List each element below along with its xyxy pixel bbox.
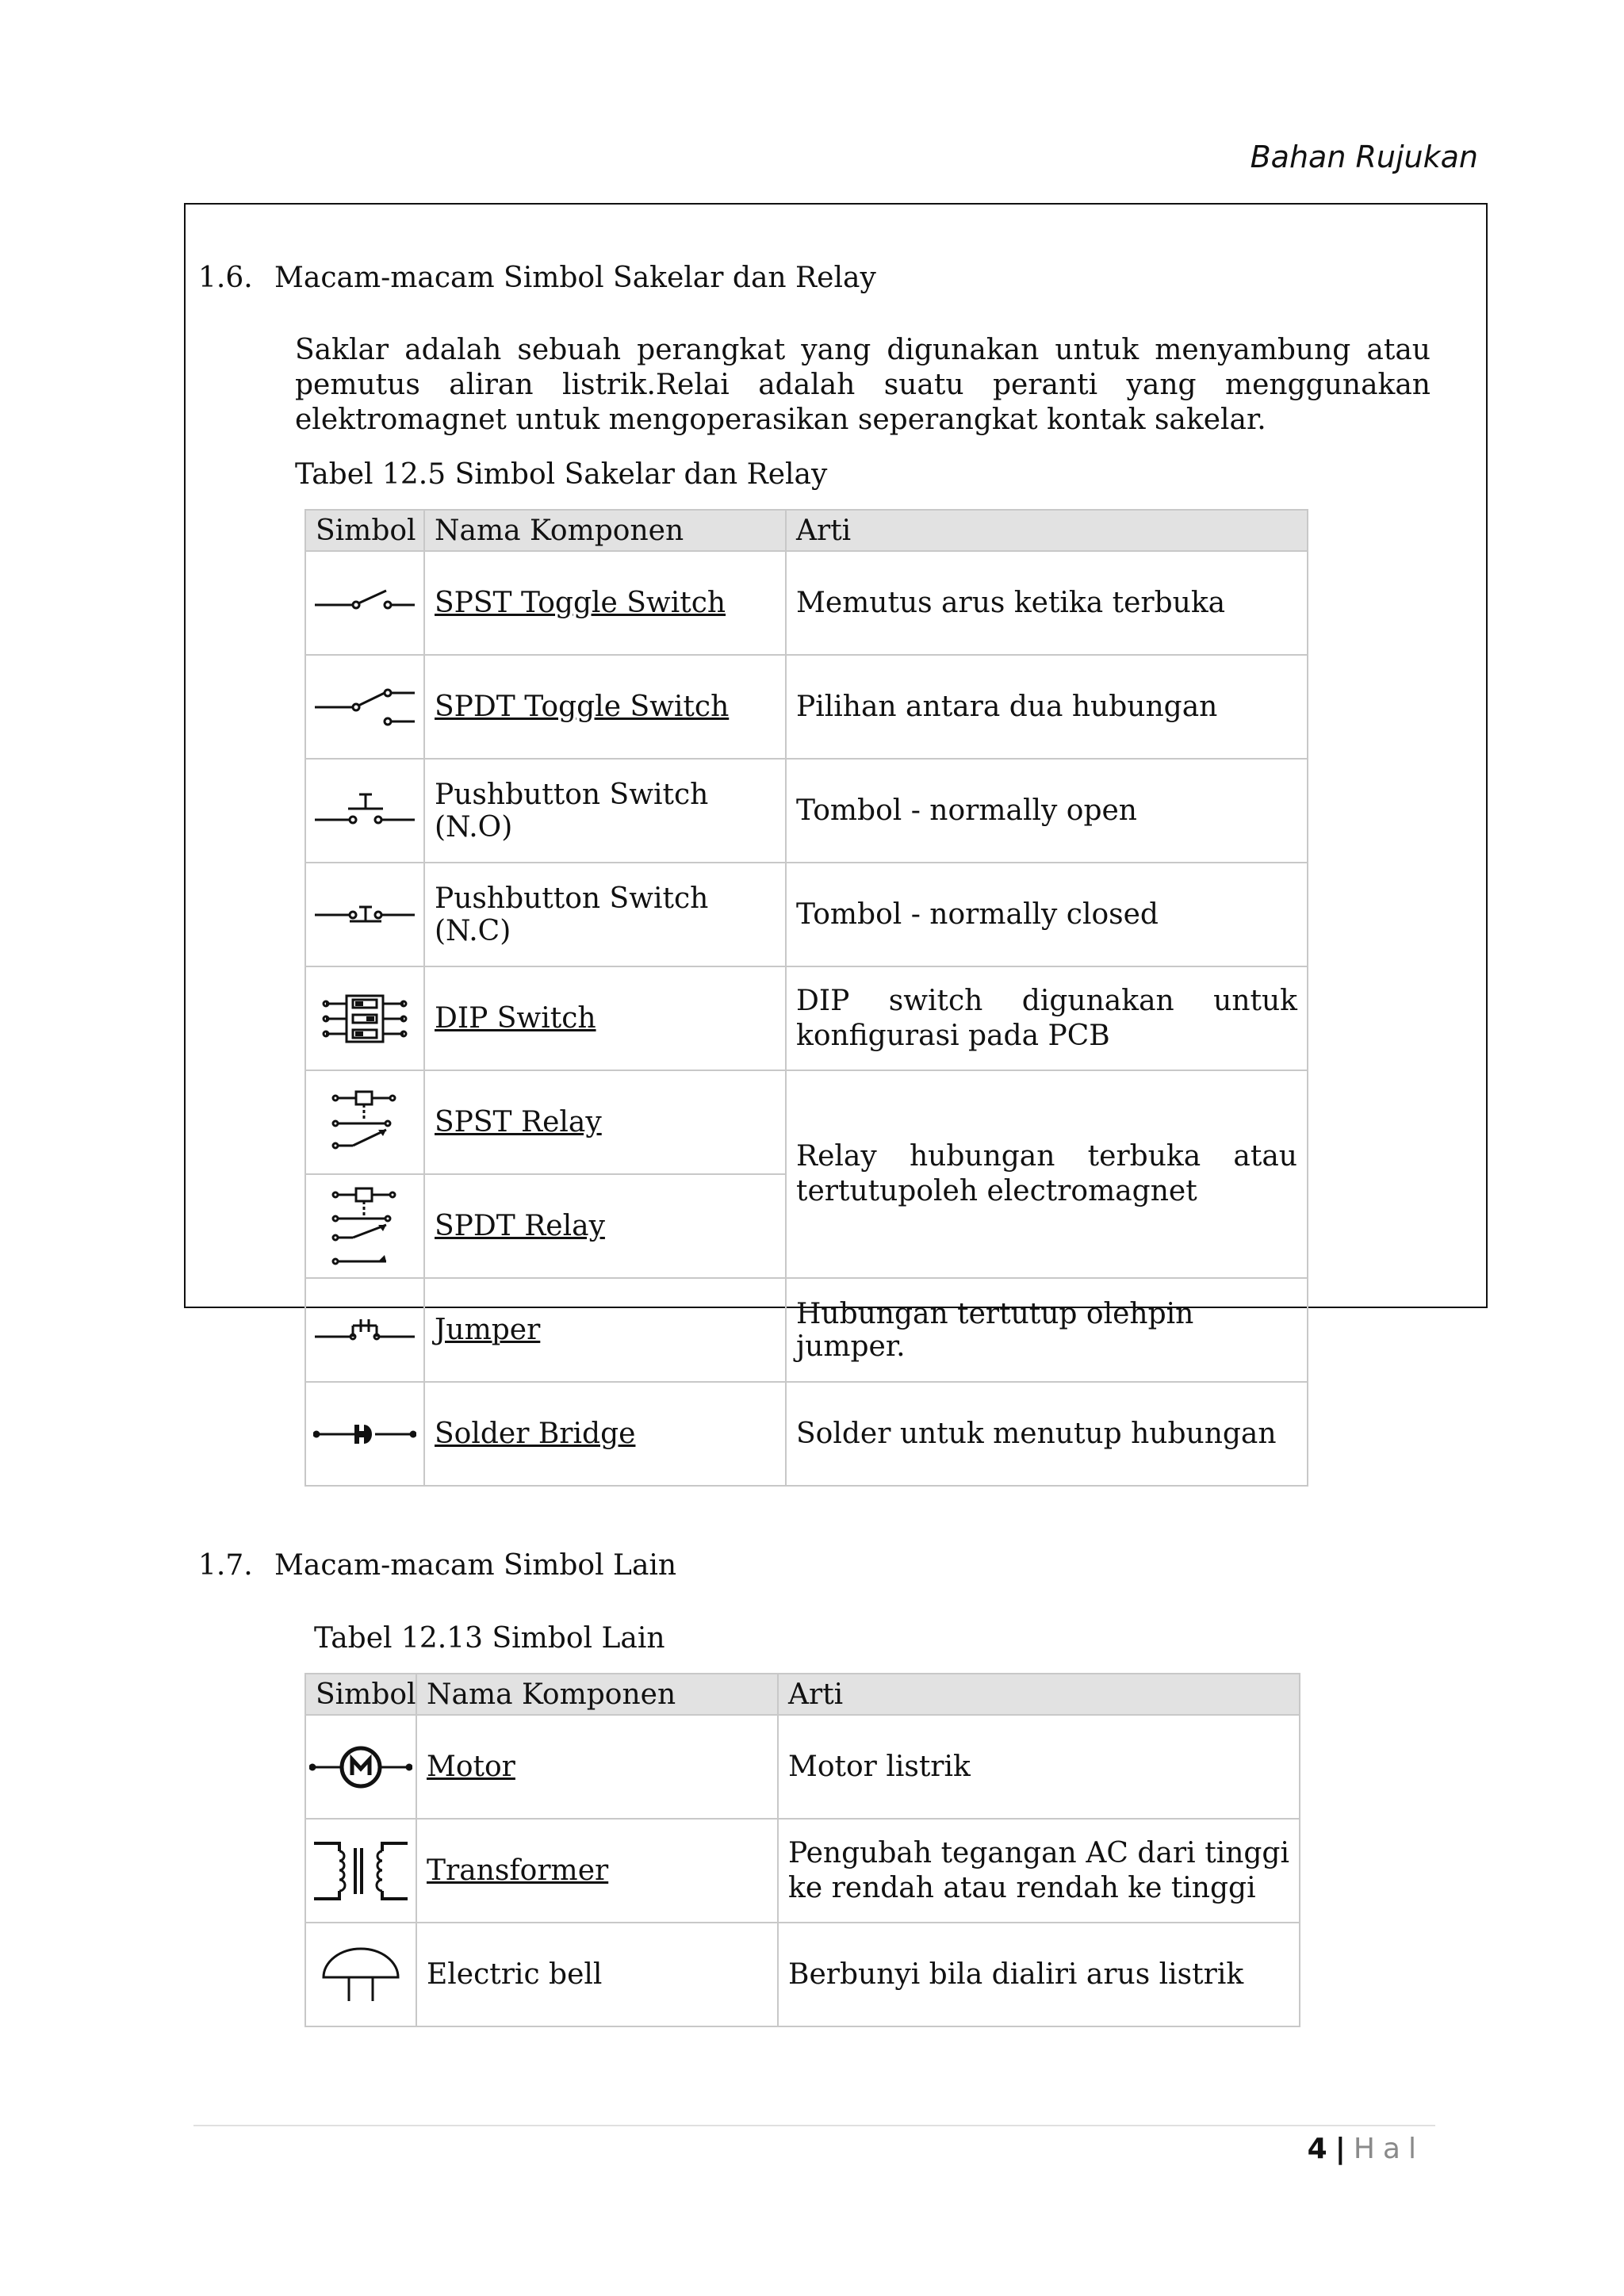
component-meaning: Motor listrik — [778, 1715, 1300, 1819]
component-link-spdt-toggle-switch[interactable]: SPDT Toggle Switch — [435, 691, 730, 723]
pushbutton-no-icon — [306, 791, 423, 831]
header-reference-label: Bahan Rujukan — [1250, 140, 1478, 174]
component-name-pushbutton-nc: Pushbutton Switch (N.C) — [424, 863, 786, 966]
component-meaning: Berbunyi bila dialiri arus listrik — [778, 1923, 1300, 2026]
column-header-meaning: Arti — [786, 510, 1308, 551]
table-row — [305, 1923, 1300, 2026]
column-header-component-name: Nama Komponen — [416, 1674, 778, 1715]
component-link-transformer[interactable]: Transformer — [427, 1854, 609, 1887]
table-row — [305, 1278, 1308, 1382]
page-label: Hal — [1353, 2133, 1424, 2165]
component-meaning: Pilihan antara dua hubungan — [786, 655, 1308, 759]
table-row — [305, 1070, 1308, 1174]
footer-divider — [193, 2125, 1435, 2126]
section-title: Macam-macam Simbol Sakelar dan Relay — [274, 262, 876, 294]
section-1-7-heading — [198, 1549, 676, 1582]
component-meaning-relay: Relay hubungan terbuka atau tertutupoleh electromagnet — [786, 1070, 1308, 1278]
table-row — [305, 1715, 1300, 1819]
section-number: 1.7. — [198, 1549, 253, 1582]
component-link-dip-switch[interactable]: DIP Switch — [435, 1002, 596, 1035]
column-header-symbol: Simbol — [305, 1674, 416, 1715]
component-link-spst-toggle-switch[interactable]: SPST Toggle Switch — [435, 587, 726, 619]
electric-bell-icon — [306, 1946, 416, 2004]
section-number: 1.6. — [198, 262, 253, 294]
component-link-jumper[interactable]: Jumper — [435, 1314, 541, 1346]
table-row — [305, 1819, 1300, 1923]
jumper-icon — [306, 1314, 423, 1346]
table-row — [305, 551, 1308, 655]
section-title: Macam-macam Simbol Lain — [274, 1549, 677, 1582]
table-row — [305, 966, 1308, 1070]
dip-switch-icon — [306, 993, 423, 1045]
spst-toggle-switch-icon — [306, 587, 423, 619]
table-row — [305, 863, 1308, 966]
section-1-6-paragraph: Saklar adalah sebuah perangkat yang digunakan untuk menyambung atau pemutus aliran listrik.Relai adalah suatu peranti yang menggunakan elektromagnet untuk mengoperasikan seperangkat kontak sakelar. — [295, 334, 1431, 436]
solder-bridge-icon — [306, 1418, 423, 1450]
page-number: 4 — [1307, 2133, 1327, 2165]
table-12-5-caption: Tabel 12.5 Simbol Sakelar dan Relay — [295, 458, 828, 491]
motor-icon — [306, 1743, 416, 1791]
other-symbol-table — [304, 1673, 1300, 2027]
transformer-icon — [306, 1835, 416, 1907]
column-header-meaning: Arti — [778, 1674, 1300, 1715]
component-link-spst-relay[interactable]: SPST Relay — [435, 1106, 602, 1138]
component-meaning: Pengubah tegangan AC dari tinggi ke rendah atau rendah ke tinggi — [778, 1819, 1300, 1923]
table-12-13-caption: Tabel 12.13 Simbol Lain — [314, 1622, 665, 1655]
table-row — [305, 759, 1308, 863]
component-meaning: Solder untuk menutup hubungan — [786, 1382, 1308, 1486]
spdt-toggle-switch-icon — [306, 683, 423, 731]
page-separator: | — [1335, 2133, 1346, 2165]
table-header-row — [305, 1674, 1300, 1715]
section-1-6-heading — [198, 262, 876, 294]
component-meaning: DIP switch digunakan untuk konfigurasi pada PCB — [786, 966, 1308, 1070]
component-link-motor[interactable]: Motor — [427, 1751, 515, 1783]
pushbutton-nc-icon — [306, 899, 423, 931]
column-header-component-name: Nama Komponen — [424, 510, 786, 551]
component-meaning: Hubungan tertutup olehpin jumper. — [786, 1278, 1308, 1382]
component-name-electric-bell: Electric bell — [416, 1923, 778, 2026]
page-number-footer — [1308, 2133, 1424, 2165]
table-row — [305, 1382, 1308, 1486]
spst-relay-icon — [306, 1089, 423, 1157]
switch-relay-symbol-table — [304, 509, 1308, 1487]
table-header-row — [305, 510, 1308, 551]
component-meaning: Tombol - normally closed — [786, 863, 1308, 966]
component-link-solder-bridge[interactable]: Solder Bridge — [435, 1418, 636, 1450]
component-meaning: Memutus arus ketika terbuka — [786, 551, 1308, 655]
component-link-spdt-relay[interactable]: SPDT Relay — [435, 1210, 605, 1242]
column-header-symbol: Simbol — [305, 510, 424, 551]
table-row — [305, 655, 1308, 759]
component-meaning: Tombol - normally open — [786, 759, 1308, 863]
component-name-pushbutton-no: Pushbutton Switch (N.O) — [424, 759, 786, 863]
spdt-relay-icon — [306, 1185, 423, 1268]
